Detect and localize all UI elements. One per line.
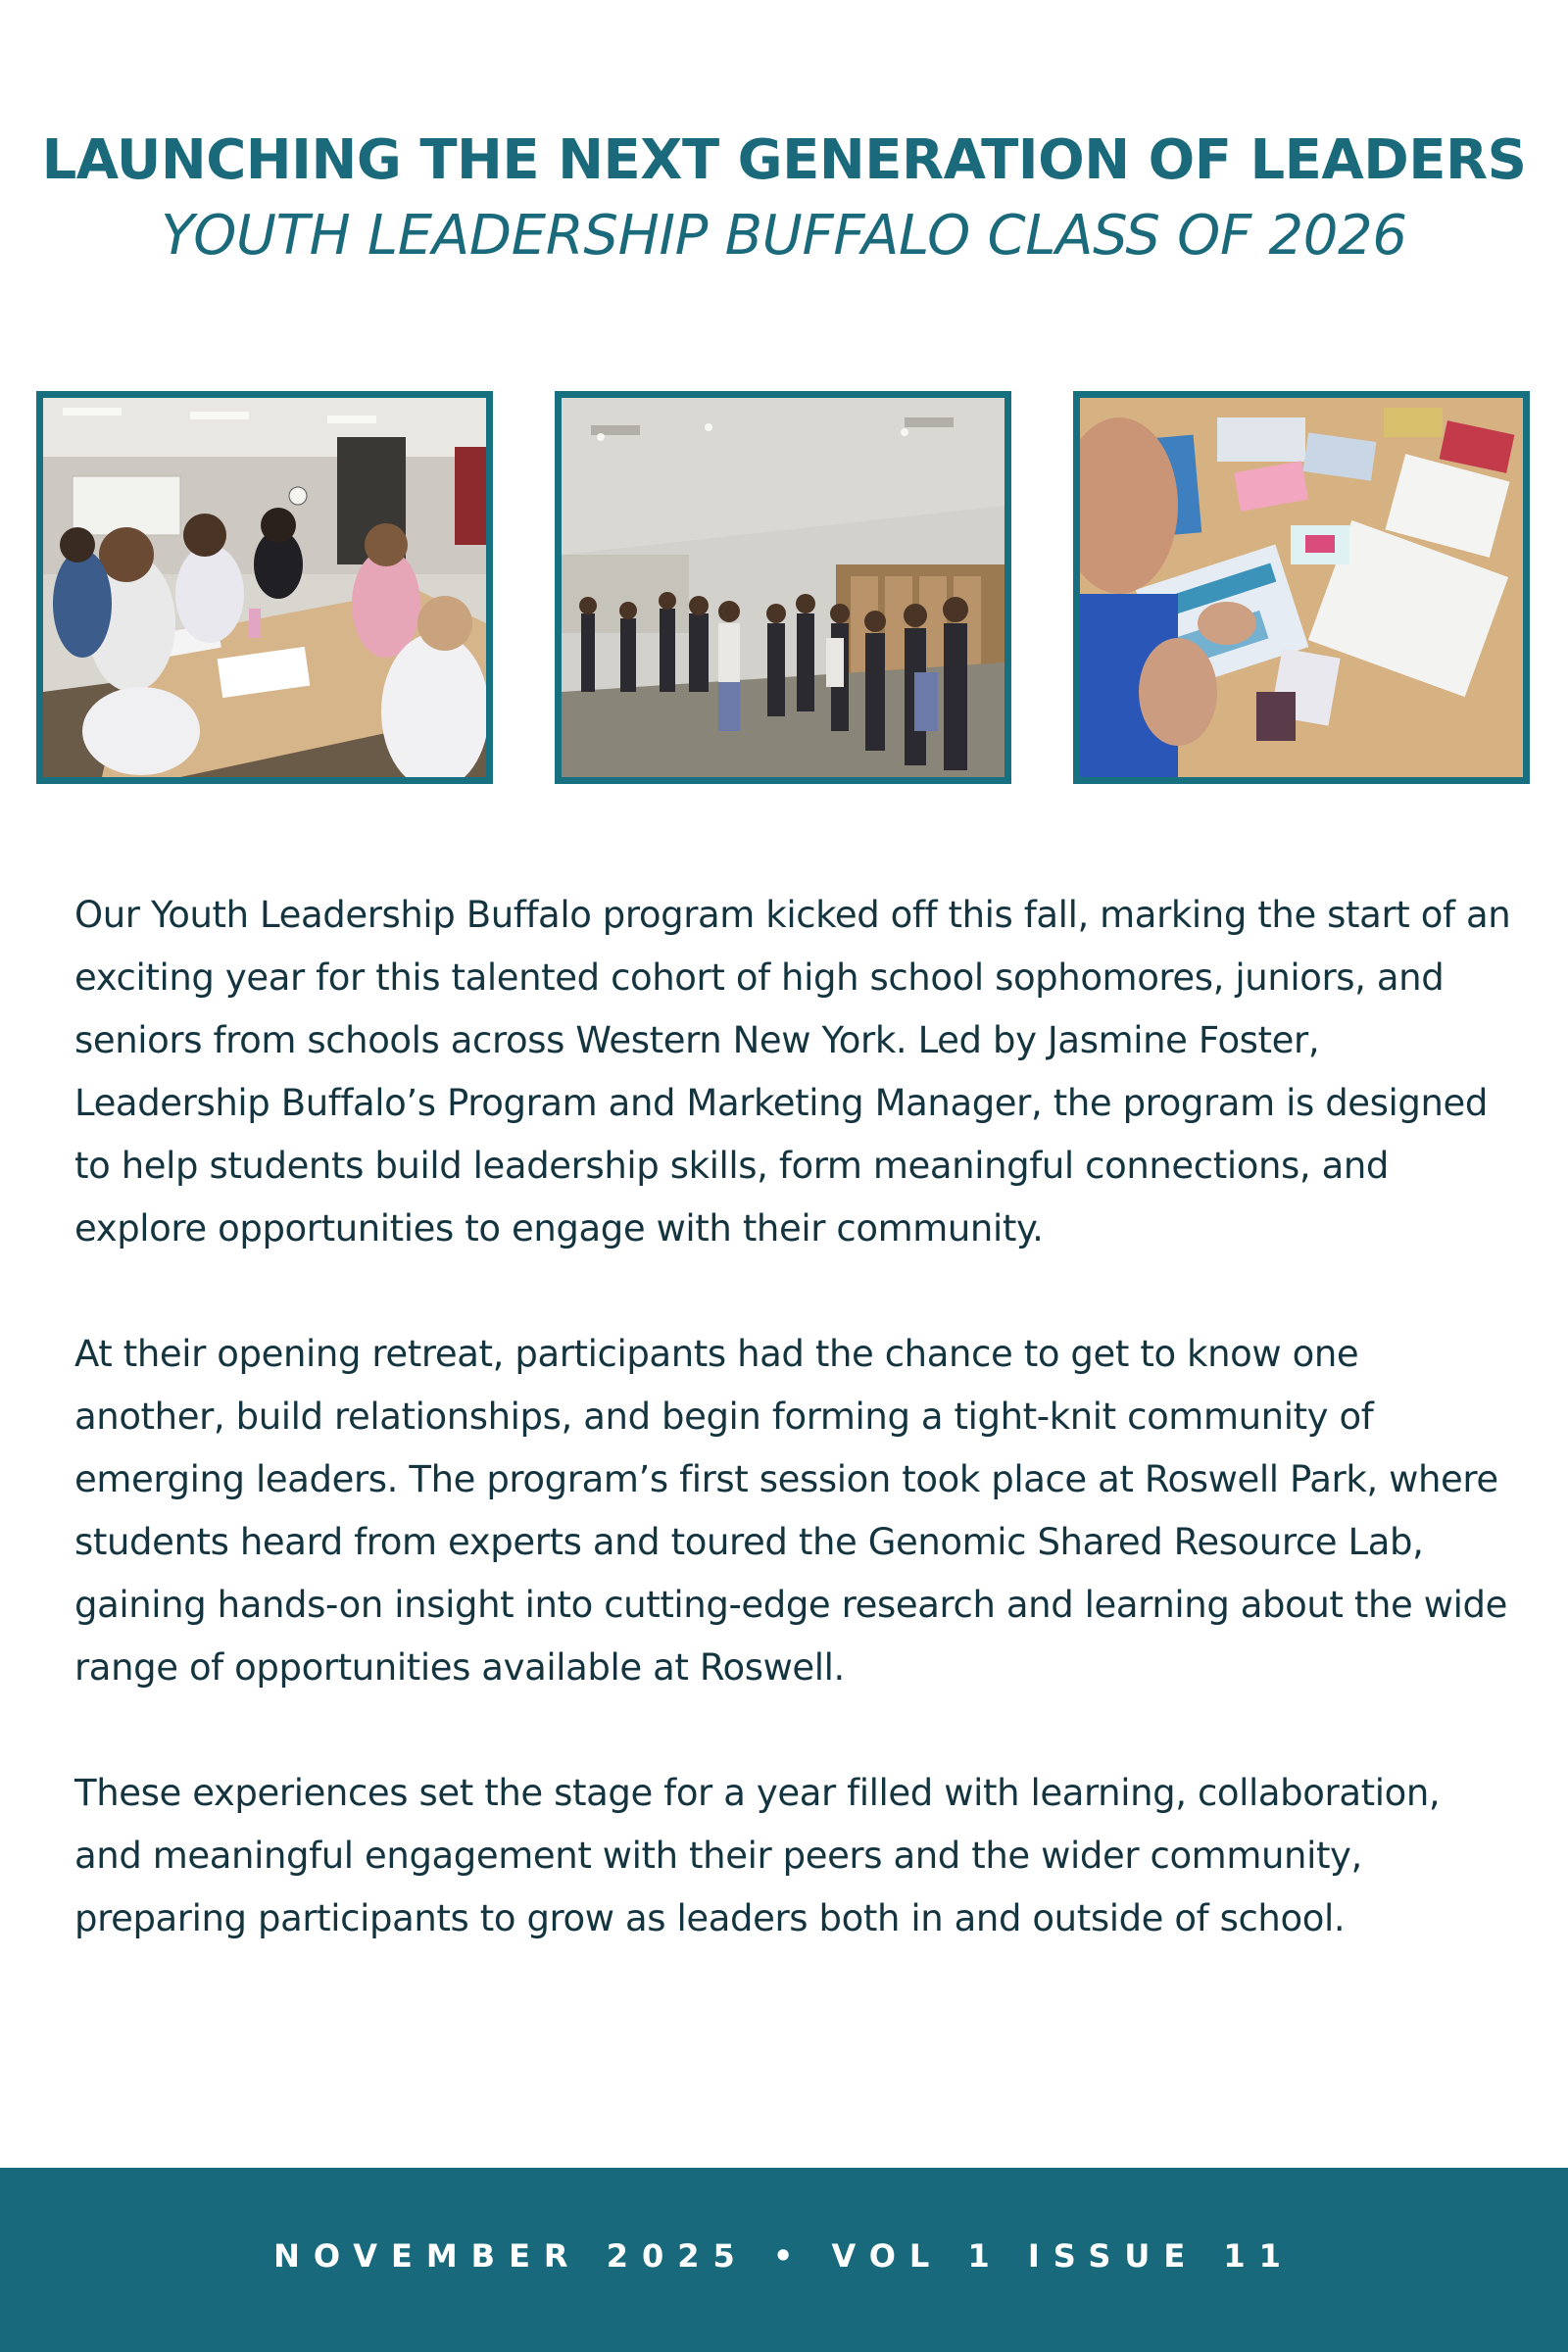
photo-magazine-collage-image bbox=[1080, 398, 1523, 777]
issue-line: NOVEMBER 2025 • VOL 1 ISSUE 11 bbox=[273, 2237, 1295, 2275]
photo-classroom-tables-image bbox=[43, 398, 486, 777]
photo-classroom-tables bbox=[36, 391, 493, 784]
headline: LAUNCHING THE NEXT GENERATION OF LEADERS bbox=[41, 128, 1527, 192]
photo-magazine-collage bbox=[1073, 391, 1530, 784]
masthead bbox=[0, 122, 1568, 272]
footer-banner bbox=[0, 2168, 1568, 2352]
article-paragraph: At their opening retreat, participants had the chance to get to know one another, build relationships, and begin forming a tight-knit community of emerging leaders. The program’s first session took place at Roswell Park, where students heard from experts and toured the Genomic Shared Resource Lab, gaining hands-on insight into cutting-edge research and learning about the wide range of opportunities available at Roswell. bbox=[74, 1333, 1507, 1689]
subheadline: YOUTH LEADERSHIP BUFFALO CLASS OF 2026 bbox=[161, 204, 1407, 268]
article-paragraph: These experiences set the stage for a year filled with learning, collaboration, and meaningful engagement with their peers and the wider community, preparing participants to grow as leaders both in and outside of school. bbox=[74, 1772, 1441, 1939]
article-paragraph: Our Youth Leadership Buffalo program kicked off this fall, marking the start of an exciting year for this talented cohort of high school sophomores, juniors, and seniors from schools across Western New York. Led by Jasmine Foster, Leadership Buffalo’s Program and Marketing Manager, the program is designed to help students build leadership skills, form meaningful connections, and explore opportunities to engage with their community. bbox=[74, 894, 1511, 1250]
article-body bbox=[74, 884, 1515, 1950]
photo-group-activity bbox=[555, 391, 1011, 784]
photo-group-activity-image bbox=[562, 398, 1004, 777]
